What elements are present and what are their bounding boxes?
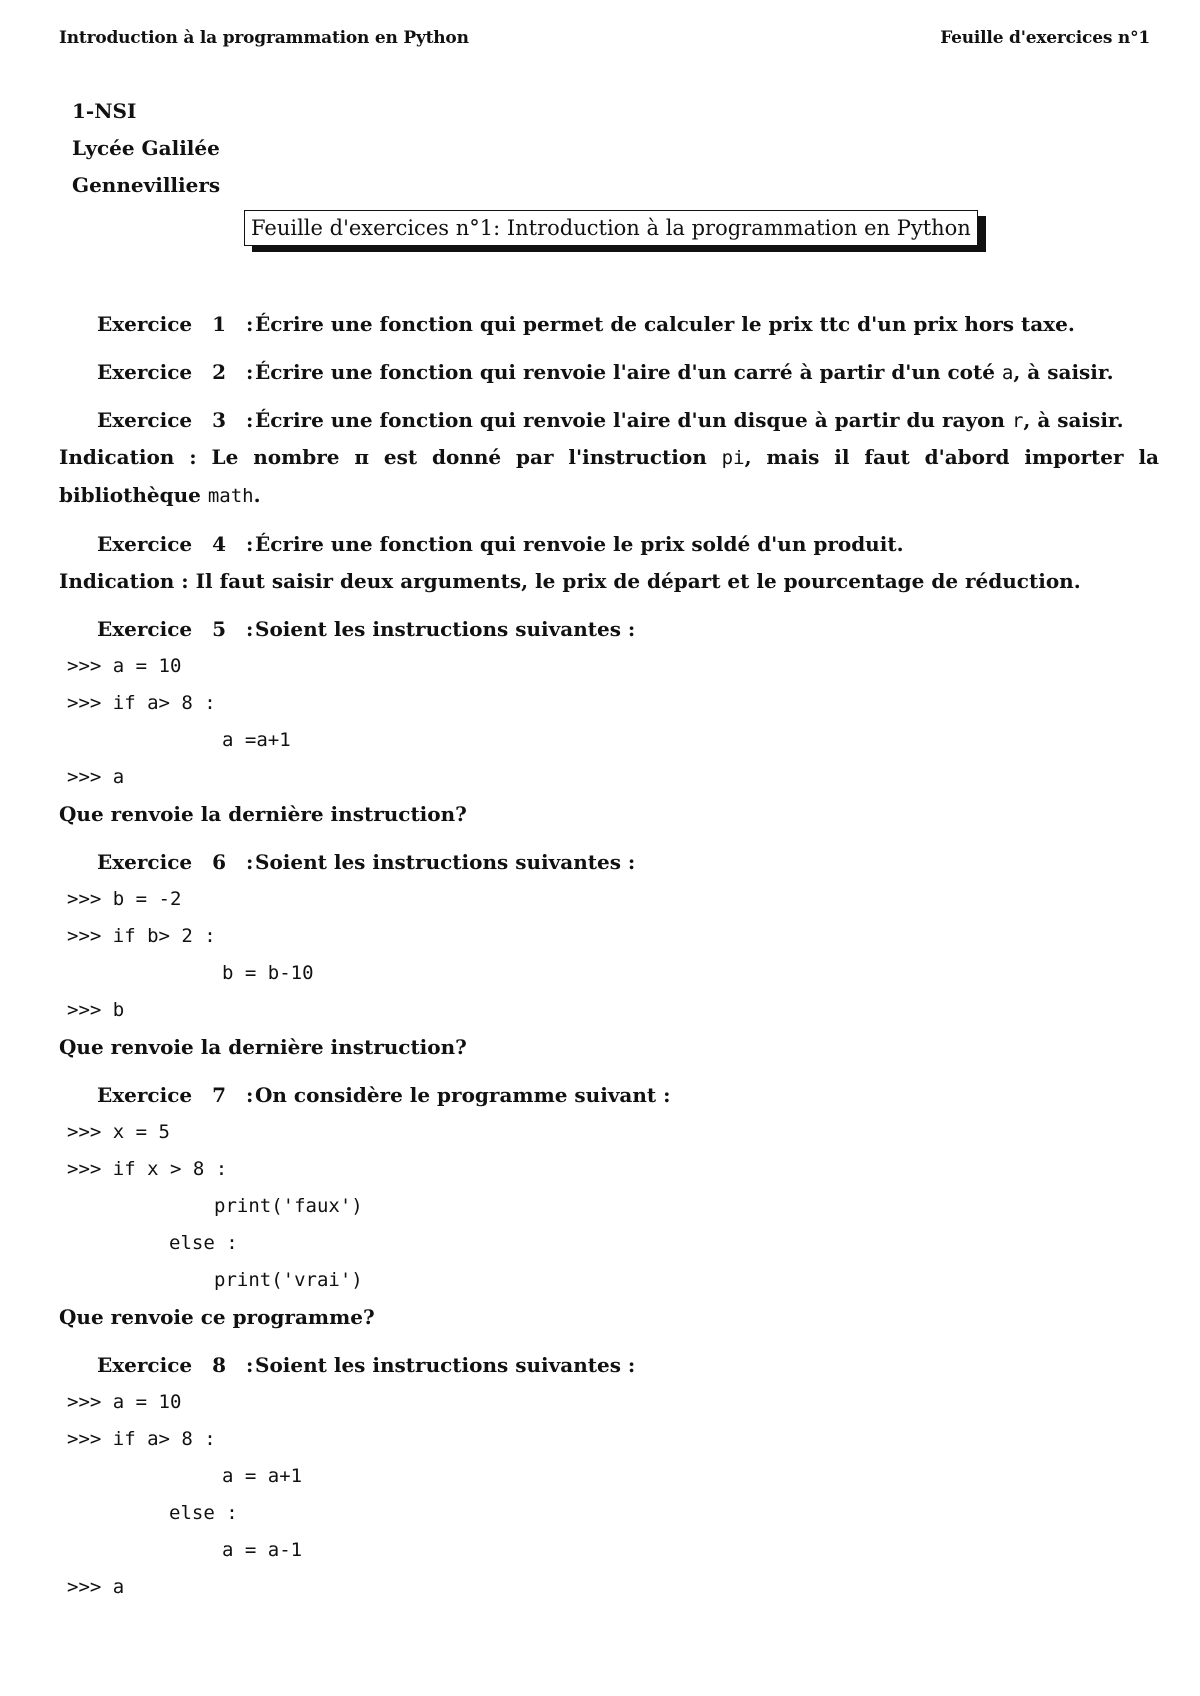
school-name: Lycée Galilée: [72, 136, 220, 160]
inline-code: a: [1001, 362, 1014, 384]
exercise-4: [59, 526, 1159, 563]
code-line: print('vrai'): [214, 1269, 363, 1291]
exercise-number: 3: [212, 408, 226, 432]
code-line: a = a-1: [222, 1539, 303, 1561]
indication-text: Le nombre π est donné par l'instruction: [211, 445, 707, 469]
code-line: >>> if a> 8 :: [67, 1428, 216, 1450]
exercise-label: Exercice: [97, 360, 193, 384]
code-line: a =a+1: [222, 729, 291, 751]
code-line: >>> b = -2: [67, 888, 182, 910]
exercise-text: Écrire une fonction qui permet de calculer le prix ttc d'un prix hors taxe.: [255, 312, 1075, 336]
indication-label: Indication :: [59, 569, 189, 593]
exercise-text-end: , à saisir.: [1013, 360, 1114, 384]
exercise-label: Exercice: [97, 850, 193, 874]
indication: [59, 563, 1159, 600]
exercise-text: Écrire une fonction qui renvoie le prix soldé d'un produit.: [255, 532, 904, 556]
question: Que renvoie la dernière instruction?: [59, 802, 467, 826]
exercise-1: [59, 306, 1159, 343]
school-city: Gennevilliers: [72, 173, 221, 197]
exercise-colon: :: [245, 408, 254, 432]
code-line: a = a+1: [222, 1465, 303, 1487]
exercise-3: [59, 402, 1159, 439]
exercise-list: [59, 306, 1159, 1606]
exercise-colon: :: [245, 312, 254, 336]
exercise-colon: :: [245, 360, 254, 384]
exercise-colon: :: [245, 1083, 254, 1107]
exercise-8: [59, 1347, 1159, 1384]
exercise-text: On considère le programme suivant :: [255, 1083, 671, 1107]
exercise-number: 5: [212, 617, 226, 641]
exercise-7: [59, 1077, 1159, 1114]
exercise-2: [59, 354, 1159, 391]
question: Que renvoie ce programme?: [59, 1305, 375, 1329]
code-line: >>> a: [67, 1576, 125, 1598]
exercise-text: Écrire une fonction qui renvoie l'aire d'un carré à partir d'un coté: [255, 360, 995, 384]
inline-code: r: [1011, 410, 1024, 432]
exercise-colon: :: [245, 532, 254, 556]
exercise-text: Écrire une fonction qui renvoie l'aire d'un disque à partir du rayon: [255, 408, 1005, 432]
school-class: 1-NSI: [72, 99, 137, 123]
exercise-label: Exercice: [97, 532, 193, 556]
exercise-5: [59, 611, 1159, 648]
exercise-number: 4: [212, 532, 226, 556]
running-header-left: Introduction à la programmation en Python: [59, 28, 469, 48]
exercise-label: Exercice: [97, 617, 193, 641]
indication-label: Indication :: [59, 445, 197, 469]
running-header-right: Feuille d'exercices n°1: [940, 28, 1150, 48]
exercise-label: Exercice: [97, 1353, 193, 1377]
exercise-text-end: , à saisir.: [1023, 408, 1124, 432]
exercise-colon: :: [245, 1353, 254, 1377]
code-line: >>> if x > 8 :: [67, 1158, 228, 1180]
code-line: >>> if b> 2 :: [67, 925, 216, 947]
inline-code: pi: [721, 447, 745, 469]
question: Que renvoie la dernière instruction?: [59, 1035, 467, 1059]
code-line: >>> a = 10: [67, 655, 182, 677]
exercise-colon: :: [245, 850, 254, 874]
exercise-number: 2: [212, 360, 226, 384]
code-line: else :: [169, 1232, 238, 1254]
code-line: >>> a = 10: [67, 1391, 182, 1413]
code-line: >>> a: [67, 766, 125, 788]
inline-code: math: [207, 485, 254, 507]
code-line: >>> x = 5: [67, 1121, 170, 1143]
indication-text: Il faut saisir deux arguments, le prix de départ et le pourcentage de réduction.: [195, 569, 1081, 593]
indication-text: , mais il faut d'abord importer la bibliothèque: [59, 445, 1159, 507]
exercise-colon: :: [245, 617, 254, 641]
exercise-label: Exercice: [97, 408, 193, 432]
exercise-number: 1: [212, 312, 226, 336]
exercise-text: Soient les instructions suivantes :: [255, 617, 636, 641]
code-line: b = b-10: [222, 962, 314, 984]
exercise-number: 8: [212, 1353, 226, 1377]
exercise-6: [59, 844, 1159, 881]
code-line: print('faux'): [214, 1195, 363, 1217]
exercise-number: 7: [212, 1083, 226, 1107]
exercise-label: Exercice: [97, 312, 193, 336]
exercise-label: Exercice: [97, 1083, 193, 1107]
indication: [59, 439, 1159, 515]
code-line: >>> if a> 8 :: [67, 692, 216, 714]
code-line: >>> b: [67, 999, 125, 1021]
code-line: else :: [169, 1502, 238, 1524]
school-info: [72, 93, 220, 204]
indication-text-end: .: [253, 483, 261, 507]
exercise-text: Soient les instructions suivantes :: [255, 850, 636, 874]
exercise-number: 6: [212, 850, 226, 874]
exercise-text: Soient les instructions suivantes :: [255, 1353, 636, 1377]
document-title: Feuille d'exercices n°1: Introduction à la programmation en Python: [244, 210, 978, 246]
